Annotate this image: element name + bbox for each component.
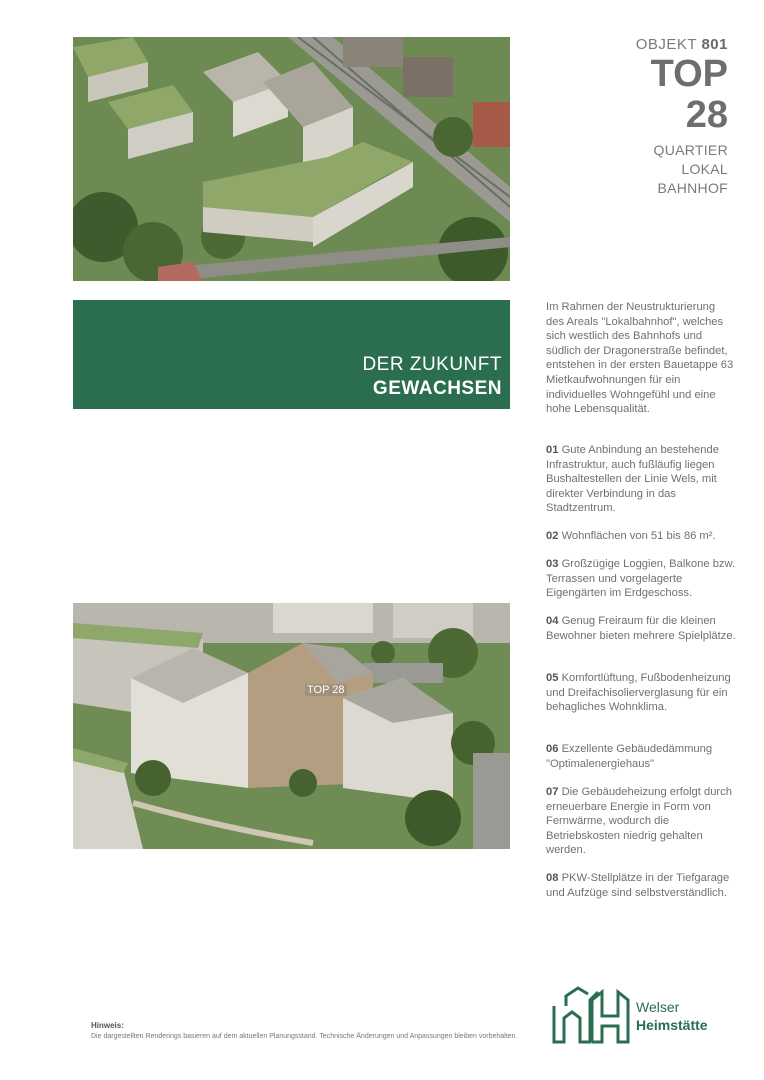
feature-number: 02 — [546, 530, 559, 542]
quartier-line-1: QUARTIER — [653, 142, 728, 158]
feature-text: Komfortlüftung, Fußbodenheizung und Dreifachisolierverglasung für ein behagliches Wohnklima. — [546, 672, 731, 714]
feature-number: 08 — [546, 872, 559, 884]
feature-number: 03 — [546, 558, 559, 570]
object-label-text: OBJEKT — [635, 36, 697, 53]
feature-text: Großzügige Loggien, Balkone bzw. Terrassen und vorgelagerte Eigengärten im Erdgeschoss. — [546, 558, 736, 600]
object-number: 801 — [701, 36, 728, 53]
top-number: 28 — [685, 94, 728, 136]
feature-item-04 — [546, 614, 736, 643]
feature-item-08 — [546, 871, 736, 900]
logo-name-line-2: Heimstätte — [636, 1017, 708, 1033]
unit-marker-label: TOP 28 — [307, 684, 345, 696]
feature-number: 04 — [546, 615, 559, 627]
object-label — [600, 36, 728, 53]
top-label: TOP — [650, 53, 728, 95]
feature-text: PKW-Stellplätze in der Tiefgarage und Aufzüge sind selbstverständlich. — [546, 872, 730, 899]
feature-number: 05 — [546, 672, 559, 684]
company-logo-icon — [552, 986, 632, 1046]
feature-text: Die Gebäudeheizung erfolgt durch erneuerbare Energie in Form von Fernwärme, wodurch die Betriebskosten niedrig gehalten werden. — [546, 786, 732, 857]
logo-name-line-1: Welser — [636, 999, 680, 1015]
headline-banner — [73, 300, 510, 409]
feature-item-07 — [546, 785, 736, 858]
feature-item-03 — [546, 557, 736, 601]
feature-item-02 — [546, 529, 736, 544]
headline-line-2: GEWACHSEN — [372, 378, 502, 399]
feature-text: Wohnflächen von 51 bis 86 m². — [561, 530, 716, 542]
feature-text: Genug Freiraum für die kleinen Bewohner bieten mehrere Spielplätze. — [546, 615, 736, 642]
intro-paragraph: Im Rahmen der Neustrukturierung des Areals "Lokalbahnhof", welches sich westlich des Bahnhofs und südlich der Dragonerstraße befindet, entstehen in der ersten Bauetappe 63 Mietkaufwohnungen für ein individuelles Wohngefühl und eine hohe Lebensqualität. — [546, 301, 734, 416]
headline-line-1: DER ZUKUNFT — [362, 354, 502, 375]
feature-number: 01 — [546, 444, 559, 456]
quartier-line-3: BAHNHOF — [657, 180, 728, 196]
aerial-rendering-image — [73, 37, 510, 281]
feature-number: 07 — [546, 786, 559, 798]
quartier-line-2: LOKAL — [681, 161, 728, 177]
feature-item-06 — [546, 742, 736, 771]
disclaimer-text: Die dargestellten Renderings basieren auf dem aktuellen Planungsstand. Technische Änderungen und Anpassungen bleiben vorbehalten. — [91, 1033, 518, 1040]
feature-number: 06 — [546, 743, 559, 755]
feature-text: Exzellente Gebäudedämmung "Optimalenergiehaus" — [546, 743, 713, 770]
disclaimer-title: Hinweis: — [91, 1021, 124, 1030]
building-rendering-image — [73, 603, 510, 849]
feature-item-05 — [546, 671, 736, 715]
feature-item-01 — [546, 443, 736, 516]
feature-text: Gute Anbindung an bestehende Infrastruktur, auch fußläufig liegen Bushaltestellen der Linie Wels, mit direkter Verbindung in das Stadtzentrum. — [546, 444, 719, 515]
